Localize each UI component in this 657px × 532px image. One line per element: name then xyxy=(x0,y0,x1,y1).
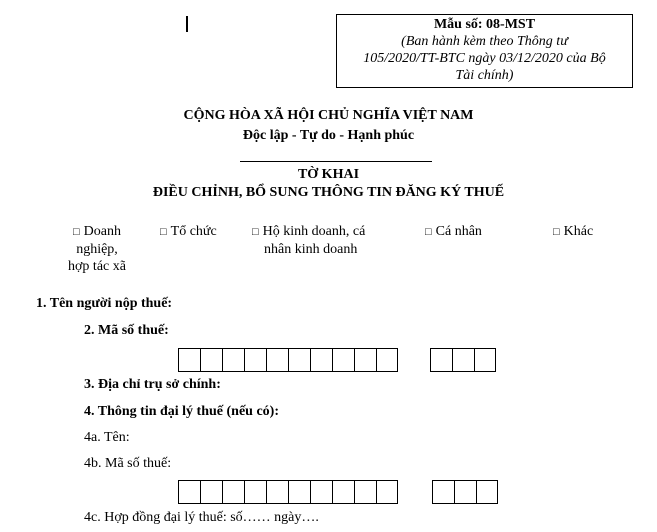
header-divider xyxy=(240,161,432,162)
digit-box[interactable] xyxy=(354,480,376,504)
option-label: Hộ kinh doanh, cá xyxy=(262,224,366,239)
label-agent-contract: 4c. Hợp đồng đại lý thuế: số…… ngày…. xyxy=(84,510,319,525)
digit-box[interactable] xyxy=(310,480,332,504)
option-label: Doanh xyxy=(83,224,121,239)
text-cursor xyxy=(186,16,188,32)
digit-box[interactable] xyxy=(200,348,222,372)
digit-box[interactable] xyxy=(452,348,474,372)
digit-box[interactable] xyxy=(222,348,244,372)
digit-box[interactable] xyxy=(288,348,310,372)
form-number-box xyxy=(336,14,633,88)
digit-box[interactable] xyxy=(222,480,244,504)
option-label: Tổ chức xyxy=(170,224,217,239)
digit-box[interactable] xyxy=(332,480,354,504)
tax-code-suffix-boxes[interactable] xyxy=(430,348,496,372)
digit-box[interactable] xyxy=(266,480,288,504)
digit-box[interactable] xyxy=(476,480,498,504)
option-doanh-nghiep[interactable] xyxy=(52,223,142,275)
checkbox-icon[interactable]: □ xyxy=(425,226,432,238)
option-ho-kinh-doanh[interactable] xyxy=(252,223,402,258)
option-label: Khác xyxy=(563,224,594,239)
tax-code-boxes[interactable] xyxy=(178,348,398,372)
digit-box[interactable] xyxy=(244,348,266,372)
agent-tax-code-boxes[interactable] xyxy=(178,480,398,504)
label-taxpayer-name: 1. Tên người nộp thuế: xyxy=(36,296,173,311)
label-tax-code: 2. Mã số thuế: xyxy=(84,323,169,338)
national-title: CỘNG HÒA XÃ HỘI CHỦ NGHĨA VIỆT NAM xyxy=(183,108,474,123)
digit-box[interactable] xyxy=(454,480,476,504)
national-motto: Độc lập - Tự do - Hạnh phúc xyxy=(242,128,415,143)
form-code: Mẫu số: 08-MST xyxy=(433,17,536,32)
checkbox-icon[interactable]: □ xyxy=(73,226,80,238)
digit-box[interactable] xyxy=(376,348,398,372)
option-khac[interactable] xyxy=(553,223,613,241)
digit-box[interactable] xyxy=(310,348,332,372)
digit-box[interactable] xyxy=(288,480,310,504)
digit-box[interactable] xyxy=(266,348,288,372)
option-to-chuc[interactable] xyxy=(160,223,234,241)
option-label: nghiệp, xyxy=(76,242,118,257)
label-agent-tax-code: 4b. Mã số thuế: xyxy=(84,456,172,471)
digit-box[interactable] xyxy=(200,480,222,504)
label-head-office-address: 3. Địa chỉ trụ sở chính: xyxy=(84,377,221,392)
digit-box[interactable] xyxy=(332,348,354,372)
digit-box[interactable] xyxy=(244,480,266,504)
option-ca-nhan[interactable] xyxy=(425,223,505,241)
form-note-line2: 105/2020/TT-BTC ngày 03/12/2020 của Bộ xyxy=(363,51,606,66)
label-agent-name: 4a. Tên: xyxy=(84,430,130,445)
option-label: hợp tác xã xyxy=(68,259,126,274)
option-label: Cá nhân xyxy=(435,224,482,239)
form-title: TỜ KHAI xyxy=(297,167,360,182)
checkbox-icon[interactable]: □ xyxy=(553,226,560,238)
form-note-line1: (Ban hành kèm theo Thông tư xyxy=(401,34,568,49)
digit-box[interactable] xyxy=(432,480,454,504)
digit-box[interactable] xyxy=(430,348,452,372)
checkbox-icon[interactable]: □ xyxy=(160,226,167,238)
agent-tax-code-suffix-boxes[interactable] xyxy=(432,480,498,504)
digit-box[interactable] xyxy=(376,480,398,504)
form-subtitle: ĐIỀU CHỈNH, BỔ SUNG THÔNG TIN ĐĂNG KÝ THUẾ xyxy=(152,185,505,200)
digit-box[interactable] xyxy=(474,348,496,372)
digit-box[interactable] xyxy=(178,348,200,372)
label-agent-info: 4. Thông tin đại lý thuế (nếu có): xyxy=(84,404,279,419)
option-label: nhân kinh doanh xyxy=(264,242,358,257)
checkbox-icon[interactable]: □ xyxy=(252,226,259,238)
digit-box[interactable] xyxy=(178,480,200,504)
form-note-line3: Tài chính) xyxy=(455,68,514,83)
digit-box[interactable] xyxy=(354,348,376,372)
